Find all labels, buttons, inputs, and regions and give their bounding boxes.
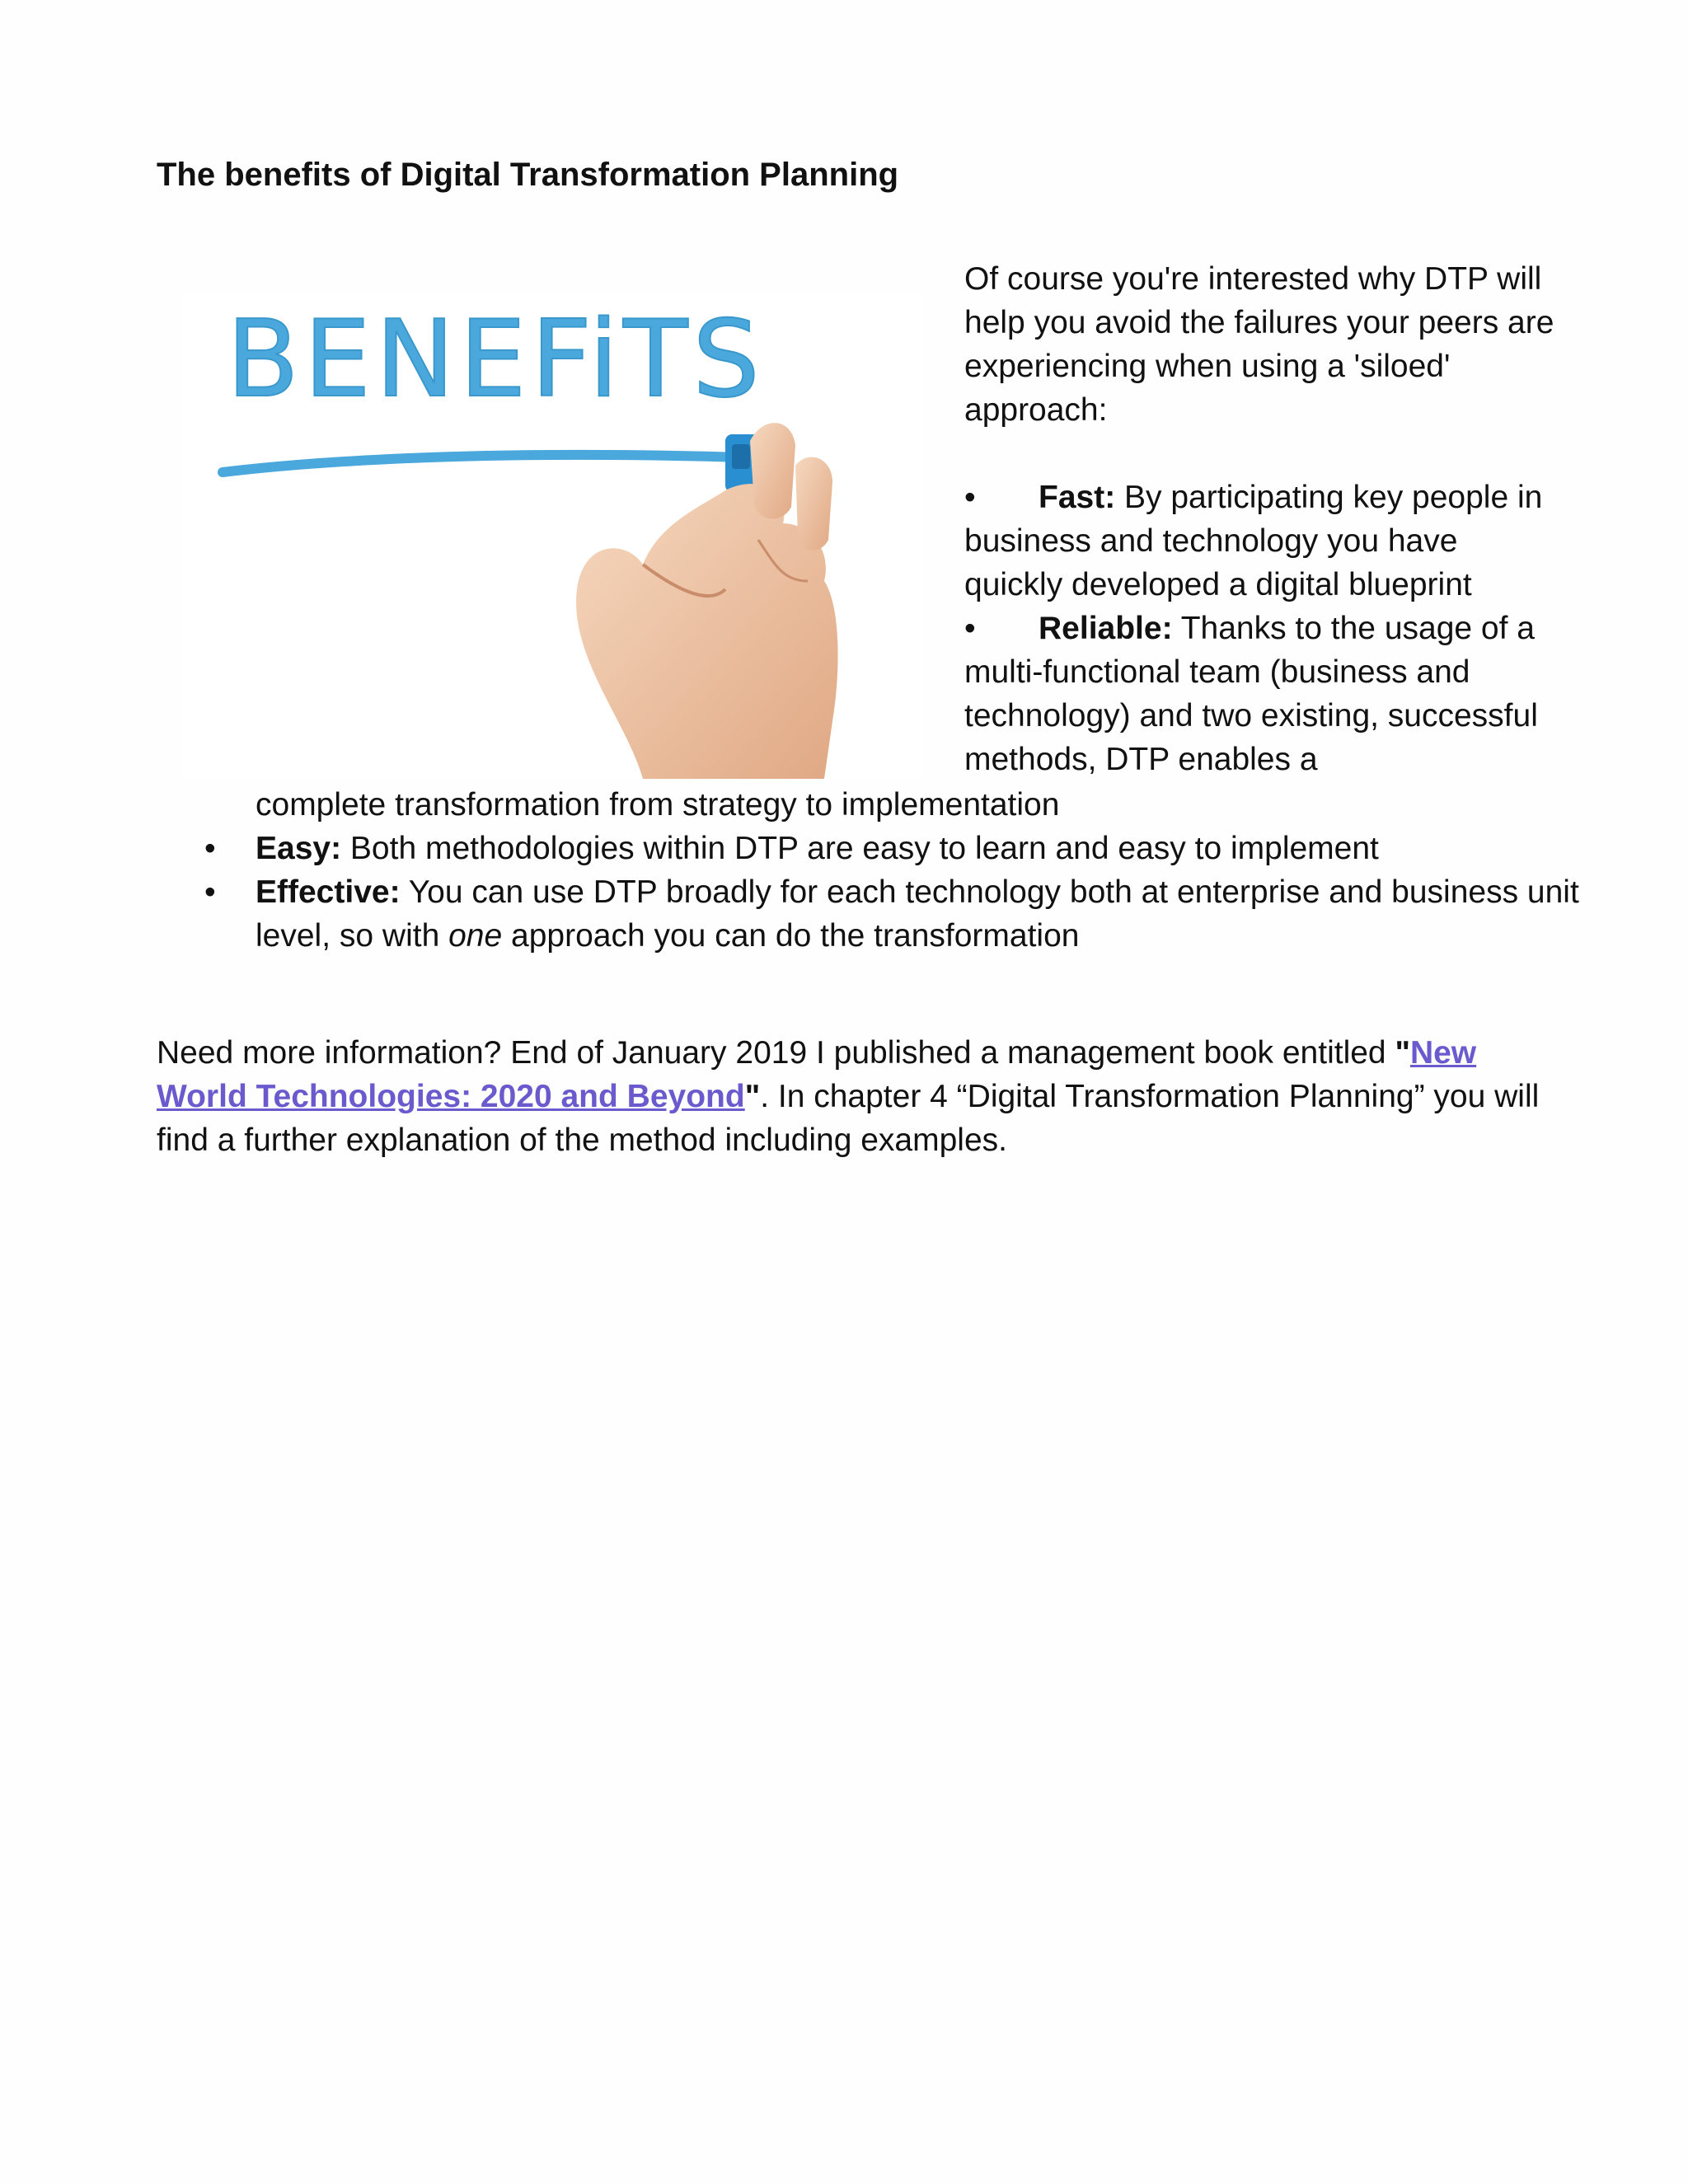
page-title: The benefits of Digital Transformation Planning (157, 157, 899, 193)
bullet-effective (198, 870, 1582, 958)
effective-emphasis: one (448, 918, 503, 954)
closing-text-after: . In chapter 4 “Digital Transformation Planning” you will find a further explanation of the method including examples. (157, 1079, 1540, 1158)
hand (576, 423, 838, 779)
bullet-fast (964, 476, 1558, 607)
easy-text: Both methodologies within DTP are easy to learn and easy to implement (341, 831, 1379, 866)
intro-paragraph: Of course you're interested why DTP will help you avoid the failures your peers are experiencing when using a 'siloed' approach: (964, 261, 1554, 428)
bullet-glyph: • (204, 831, 216, 866)
easy-label: Easy: (256, 831, 342, 866)
benefits-list (198, 827, 1582, 958)
bullet-glyph: • (964, 611, 976, 646)
fast-label: Fast: (1039, 480, 1116, 515)
underline-stroke (223, 455, 742, 472)
effective-text-after: approach you can do the transformation (502, 918, 1080, 954)
benefits-illustration (181, 293, 923, 779)
bullet-reliable (964, 607, 1558, 781)
intro-column (964, 257, 1558, 781)
closing-text-before: Need more information? End of January 2019 I published a management book entitled (157, 1035, 1395, 1071)
reliable-label: Reliable: (1039, 611, 1173, 646)
fast-text: By participating key people in business and technology you have quickly developed a digital blueprint (964, 480, 1543, 602)
bullet-glyph: • (204, 874, 216, 910)
effective-text-before: You can use DTP broadly for each technology both at enterprise and business unit level, so with (256, 874, 1579, 954)
book-link[interactable]: New World Technologies: 2020 and Beyond (157, 1035, 1477, 1114)
benefits-photo (181, 293, 923, 779)
bullet-glyph: • (964, 480, 976, 515)
effective-label: Effective: (256, 874, 401, 910)
closing-paragraph (157, 1031, 1574, 1162)
reliable-continuation: complete transformation from strategy to implementation (256, 787, 1060, 823)
benefits-word: BENEFiTS (227, 298, 765, 421)
reliable-text: Thanks to the usage of a multi-functional team (business and technology) and two existing, successful methods, DTP enables a (964, 611, 1538, 777)
bullet-easy (198, 827, 1582, 870)
quote-close: " (744, 1079, 761, 1114)
quote-open: " (1395, 1035, 1410, 1071)
